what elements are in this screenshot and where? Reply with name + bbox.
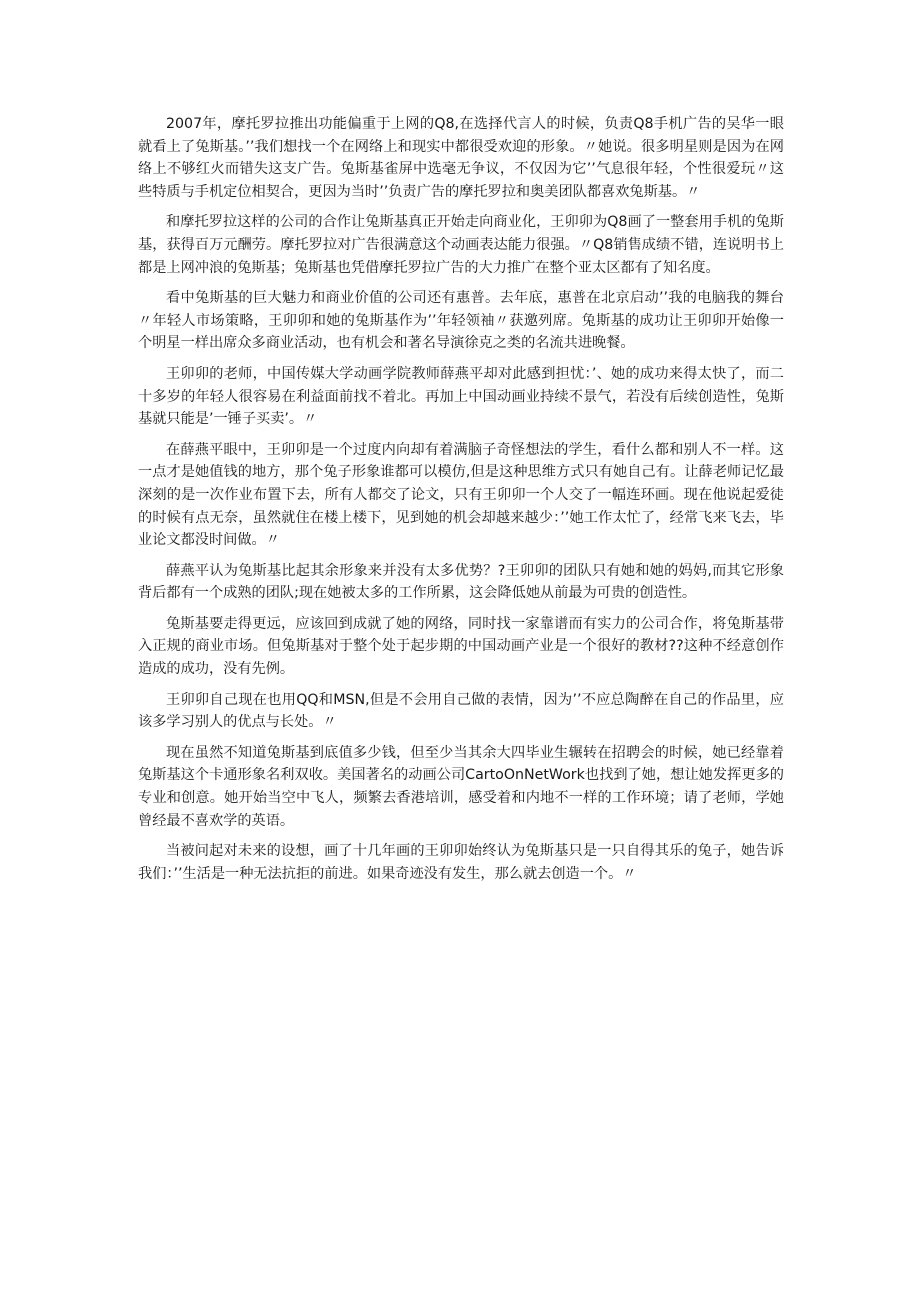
paragraph-6: 薛燕平认为兔斯基比起其余形象来并没有太多优势？?王卯卯的团队只有她和她的妈妈,而其它形象背后都有一个成熟的团队;现在她被太多的工作所累，这会降低她从前最为可贵的创造性。 — [138, 562, 784, 602]
paragraph-7: 兔斯基要走得更远，应该回到成就了她的网络，同时找一家靠谱而有实力的公司合作，将兔斯基带入正规的商业市场。但兔斯基对于整个处于起步期的中国动画产业是一个很好的教材??这种不经意创作造成的成功，没有先例。 — [138, 615, 784, 678]
paragraph-10: 当被问起对未来的设想，画了十几年画的王卯卯始终认为兔斯基只是一只自得其乐的兔子，她告诉我们：’’生活是一种无法抗拒的前进。如果奇迹没有发生，那么就去创造一个。〃 — [138, 843, 784, 882]
article-body — [138, 113, 784, 893]
paragraph-9: 现在虽然不知道兔斯基到底值多少钱，但至少当其余大四毕业生辗转在招聘会的时候，她已经靠着兔斯基这个卡通形象名利双收。美国著名的动画公司CartoOnNetWork也找到了她，想让她发挥更多的专业和创意。她开始当空中飞人，频繁去香港培训，感受着和内地不一样的工作环境；请了老师，学她曾经最不喜欢学的英语。 — [138, 744, 784, 829]
paragraph-4: 王卯卯的老师，中国传媒大学动画学院教师薛燕平却对此感到担忧：’、她的成功来得太快了，而二十多岁的年轻人很容易在利益面前找不着北。再加上中国动画业持续不景气，若没有后续创造性，兔斯基就只能是’一锤子买卖’。〃 — [138, 365, 784, 428]
paragraph-8: 王卯卯自己现在也用QQ和MSN,但是不会用自己做的表情，因为’’不应总陶醉在自己的作品里，应该多学习别人的优点与长处。〃 — [138, 691, 784, 731]
paragraph-5: 在薛燕平眼中，王卯卯是一个过度内向却有着满脑子奇怪想法的学生，看什么都和别人不一样。这一点才是她值钱的地方，那个兔子形象谁都可以模仿,但是这种思维方式只有她自己有。让薛老师记忆最深刻的是一次作业布置下去，所有人都交了论文，只有王卯卯一个人交了一幅连环画。现在他说起爱徒的时候有点无奈，虽然就住在楼上楼下，见到她的机会却越来越少：’’她工作太忙了，经常飞来飞去，毕业论文都没时间做。〃 — [138, 441, 784, 549]
paragraph-3: 看中兔斯基的巨大魅力和商业价值的公司还有惠普。去年底，惠普在北京启动’’我的电脑我的舞台〃年轻人市场策略，王卯卯和她的兔斯基作为’’年轻领袖〃获邀列席。兔斯基的成功让王卯卯开始像一个明星一样出席众多商业活动，也有机会和著名导演徐克之类的名流共进晚餐。 — [138, 290, 784, 352]
paragraph-2: 和摩托罗拉这样的公司的合作让兔斯基真正开始走向商业化，王卯卯为Q8画了一整套用手机的兔斯基，获得百万元酬劳。摩托罗拉对广告很满意这个动画表达能力很强。〃Q8销售成绩不错，连说明书上都是上网冲浪的兔斯基；兔斯基也凭借摩托罗拉广告的大力推广在整个亚太区都有了知名度。 — [138, 214, 784, 276]
paragraph-1: 2007年，摩托罗拉推出功能偏重于上网的Q8,在选择代言人的时候，负责Q8手机广告的吴华一眼就看上了兔斯基。’’我们想找一个在网络上和现实中都很受欢迎的形象。〃她说。很多明星则是因为在网络上不够红火而错失这支广告。兔斯基雀屏中选毫无争议，不仅因为它’’气息很年轻，个性很爱玩〃这些特质与手机定位相契合，更因为当时’’负责广告的摩托罗拉和奥美团队都喜欢兔斯基。〃 — [138, 116, 784, 200]
